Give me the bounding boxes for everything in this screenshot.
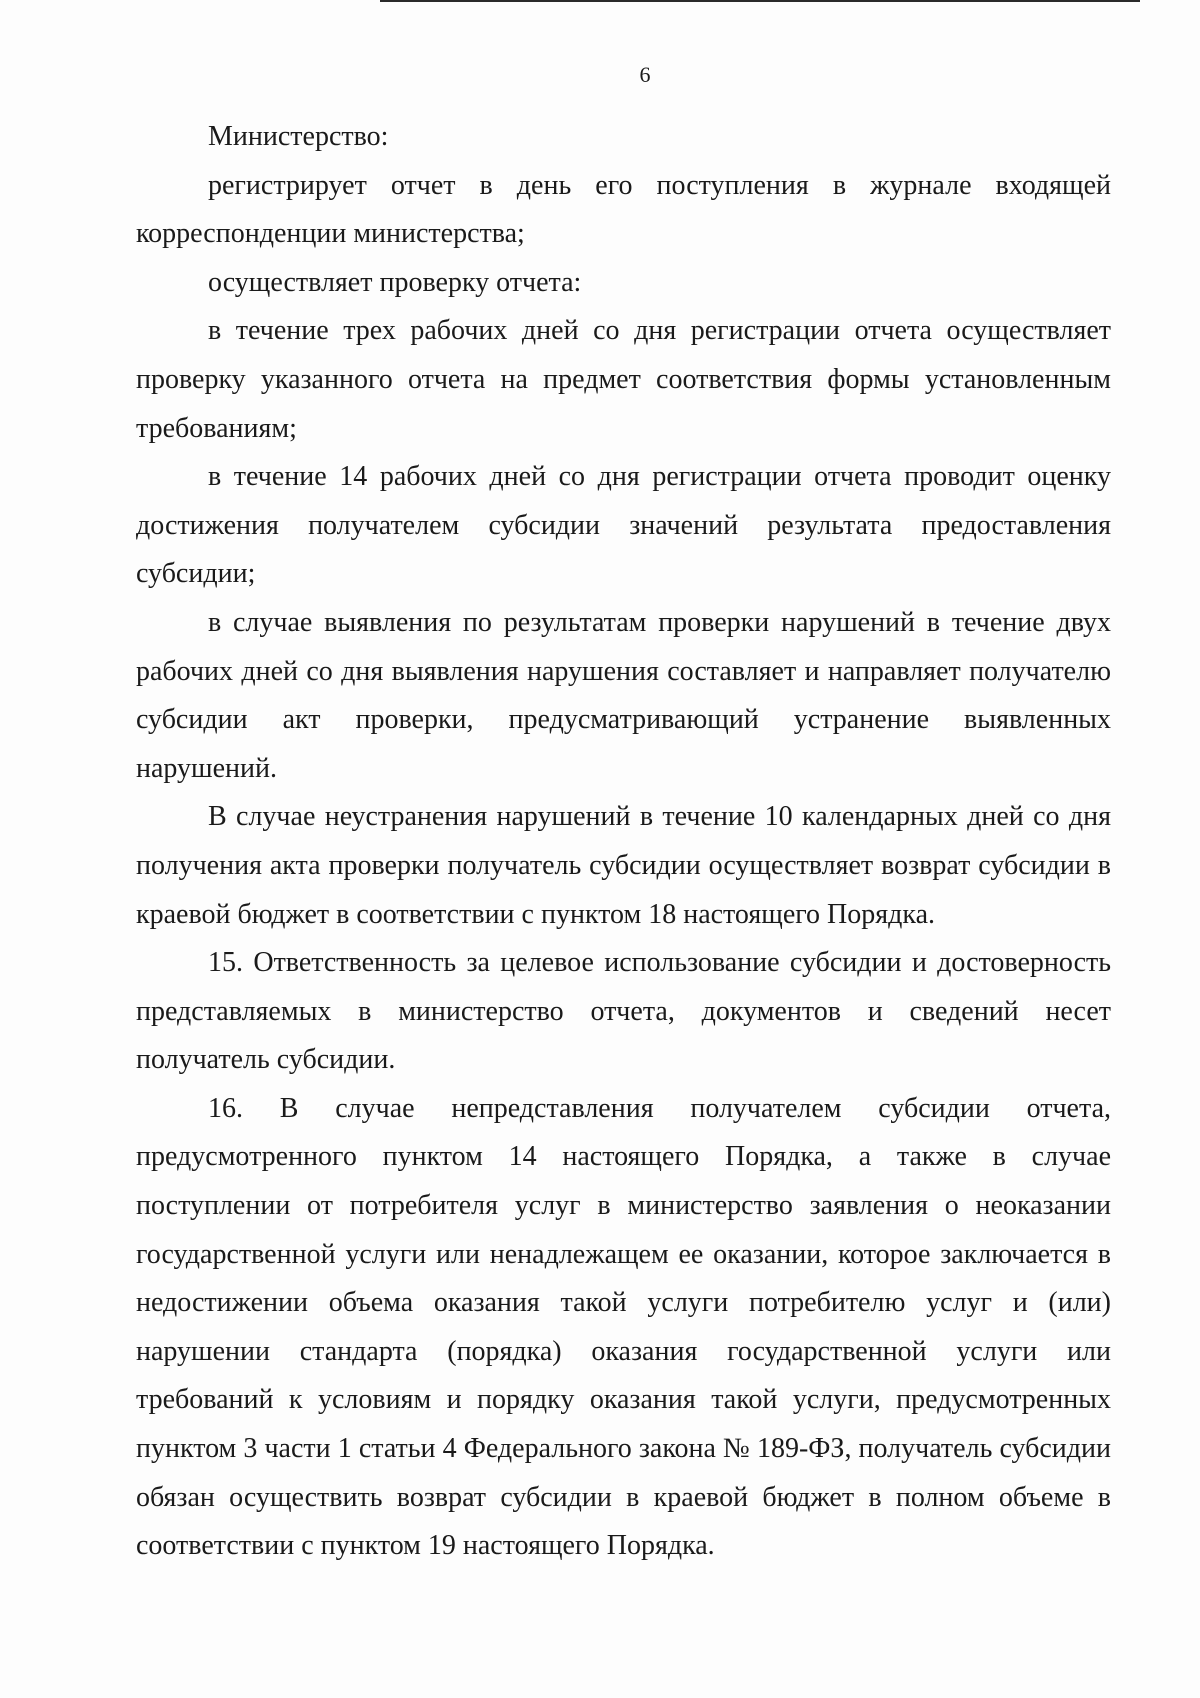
paragraph-subsidy-return: В случае неустранения нарушений в течение 10 календарных дней со дня получения акта проверки получатель субсидии осуществляет возврат субсидии в краевой бюджет в соответствии с пунктом 18 настоящего Порядка.	[136, 801, 1111, 930]
page-number: 6	[639, 62, 651, 87]
paragraph-registers-report: регистрирует отчет в день его поступления в журнале входящей корреспонденции министерства;	[136, 169, 1111, 250]
paragraph-item-16: 16. В случае непредставления получателем субсидии отчета, предусмотренного пунктом 14 настоящего Порядка, а также в случае поступлении от потребителя услуг в министерство заявления о неоказании государственной услуги или ненадлежащем ее оказании, которое заключается в недостижении объема оказания такой услуги потребителю услуг и (или) нарушении стандарта (порядка) оказания государственной услуги или требований к условиям и порядку оказания такой услуги, предусмотренных пунктом 3 части 1 статьи 4 Федерального закона № 189-ФЗ, получатель субсидии обязан осуществить возврат субсидии в краевой бюджет в полном объеме в соответствии с пунктом 19 настоящего Порядка.	[136, 1092, 1111, 1562]
paragraph-fourteen-days-evaluation: в течение 14 рабочих дней со дня регистрации отчета проводит оценку достижения получателем субсидии значений результата предоставления субсидии;	[136, 461, 1111, 590]
paragraph-violations-act: в случае выявления по результатам проверки нарушений в течение двух рабочих дней со дня выявления нарушения составляет и направляет получателю субсидии акт проверки, предусматривающий устранение выявленных нарушений.	[136, 606, 1111, 784]
paragraph-ministry-heading: Министерство:	[208, 121, 389, 152]
paragraph-item-15: 15. Ответственность за целевое использование субсидии и достоверность представляемых в министерство отчета, документов и сведений несет получатель субсидии.	[136, 947, 1111, 1076]
paragraph-three-days-check: в течение трех рабочих дней со дня регистрации отчета осуществляет проверку указанного отчета на предмет соответствия формы установленным требованиям;	[136, 315, 1111, 444]
top-border-line	[380, 0, 1140, 2]
paragraph-checks-report: осуществляет проверку отчета:	[208, 266, 582, 298]
document-body	[136, 113, 1111, 1571]
